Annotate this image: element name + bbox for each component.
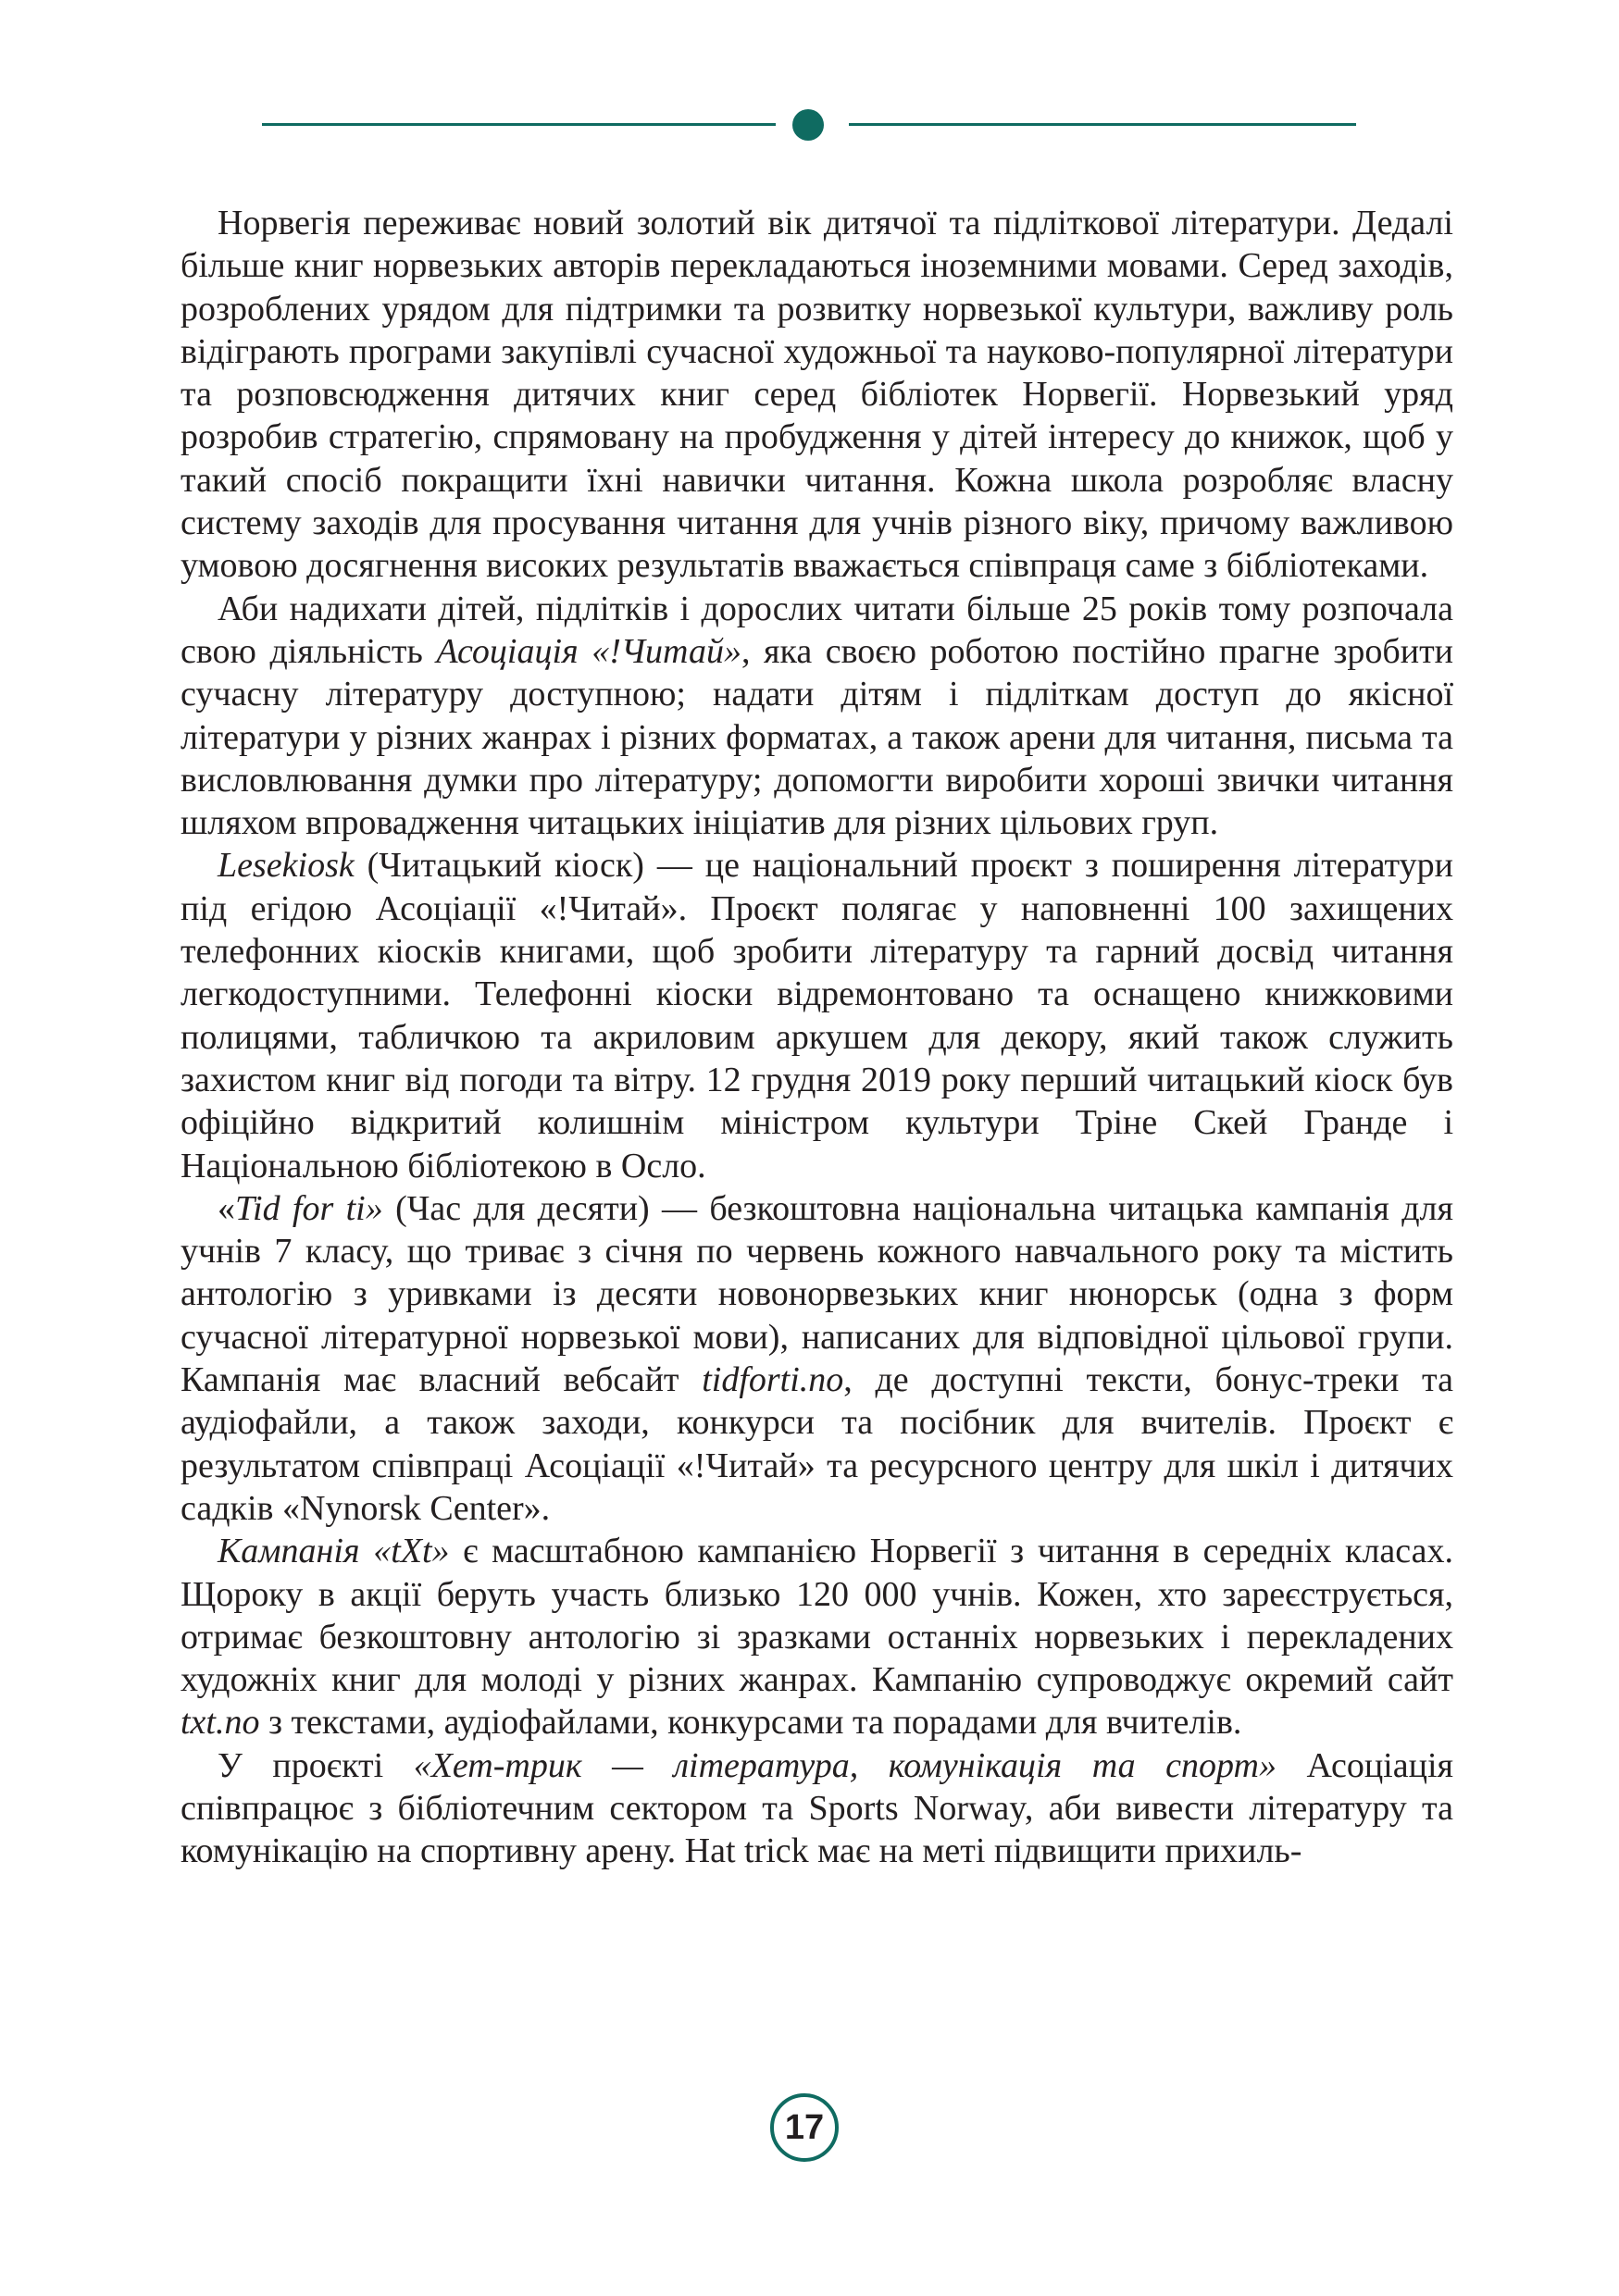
italic-text: Tid for ti»	[235, 1188, 383, 1228]
paragraph-text: (Час для десяти) — безкоштовна національна читацька кампанія для учнів 7 класу, що триває з січня по червень кожного навчального року та містить антологію з уривками із десяти новонорвезьких книг нюнорськ (одна з форм сучасної літературної норвезької мови), написаних для відповідної цільової групи. Кампанія має власний вебсайт	[181, 1188, 1453, 1400]
ornament-line-left	[262, 123, 776, 126]
body-paragraph	[181, 1530, 1453, 1744]
italic-text: Асоціація «!Читай»	[436, 631, 741, 671]
page-number: 17	[770, 2093, 839, 2162]
paragraph-text: (Читацький кіоск) — це національний проєкт з поширення літератури під егідою Асоціації «!Читай». Проєкт полягає у наповненні 100 захищених телефонних кіосків книгами, щоб зробити літературу та гарний досвід читання легкодоступними. Телефонні кіоски відремонтовано та оснащено книжковими полицями, табличкою та акриловим аркушем для декору, який також служить захистом книг від погоди та вітру. 12 грудня 2019 року перший читацький кіоск був офіційно відкритий колишнім міністром культури Тріне Скей Гранде і Національною бібліотекою в Осло.	[181, 846, 1453, 1185]
body-paragraph	[181, 1744, 1453, 1873]
body-paragraph	[181, 844, 1453, 1186]
italic-text: «Хет-трик — література, комунікація та спорт»	[413, 1745, 1277, 1785]
paragraph-text: є масштабною кампанією Норвегії з читання в середніх класах. Щороку в акції беруть участь близько 120 000 учнів. Кожен, хто зареєструється, отримає безкоштовну антологію зі зразками останніх норвезьких і перекладених художніх книг для молоді у різних жанрах. Кампанію супроводжує окремий сайт	[181, 1532, 1453, 1700]
paragraph-text: Аби надихати дітей, підлітків і дорослих читати більше 25 років тому розпочала свою діяльність	[181, 589, 1453, 671]
ornament-line-right	[849, 123, 1356, 126]
italic-text: tidforti.no	[702, 1360, 844, 1400]
body-paragraph	[181, 1187, 1453, 1530]
paragraph-text: У проєкті	[218, 1745, 414, 1785]
italic-text: txt.no	[181, 1703, 260, 1743]
paragraph-text: , яка своєю роботою постійно прагне зробити сучасну літературу доступною; надати дітям і підліткам доступ до якісної літератури у різних жанрах і різних форматах, а також арени для читання, письма та висловлювання думки про літературу; допомогти виробити хороші звички читання шляхом впровадження читацьких ініціатив для різних цільових груп.	[181, 631, 1454, 843]
paragraph-text: з текстами, аудіофайлами, конкурсами та порадами для вчителів.	[259, 1703, 1242, 1743]
header-ornament	[0, 107, 1619, 144]
body-paragraph	[181, 588, 1453, 845]
ornament-dot	[792, 109, 824, 141]
paragraph-text: «	[218, 1188, 235, 1228]
paragraph-text: , де доступні тексти, бонус-треки та аудіофайли, а також заходи, конкурси та посібник для вчителів. Проєкт є результатом співпраці Асоціації «!Читай» та ресурсного центру для шкіл і дитячих садків «Nynorsk Center».	[181, 1360, 1453, 1528]
italic-text: Кампанія «tXt»	[218, 1532, 450, 1571]
italic-text: Lesekiosk	[218, 846, 355, 886]
paragraph-text: Норвегія переживає новий золотий вік дитячої та підліткової літератури. Дедалі більше книг норвезьких авторів перекладаються іноземними мовами. Серед заходів, розроблених урядом для підтримки та розвитку норвезької культури, важливу роль відіграють програми закупівлі сучасної художньої та науково-популярної літератури та розповсюдження дитячих книг серед бібліотек Норвегії. Норвезький уряд розробив стратегію, спрямовану на пробудження у дітей інтересу до книжок, щоб у такий спосіб покращити їхні навички читання. Кожна школа розробляє власну систему заходів для просування читання для учнів різного віку, причому важливою умовою досягнення високих результатів вважається співпраця саме з бібліотеками.	[181, 204, 1453, 586]
page-body	[181, 202, 1453, 1873]
body-paragraph	[181, 202, 1453, 588]
paragraph-text: Асоціація співпрацює з бібліотечним сектором та Sports Norway, аби вивести літературу та комунікацію на спортивну арену. Hat trick має на меті підвищити прихиль-	[181, 1745, 1453, 1871]
